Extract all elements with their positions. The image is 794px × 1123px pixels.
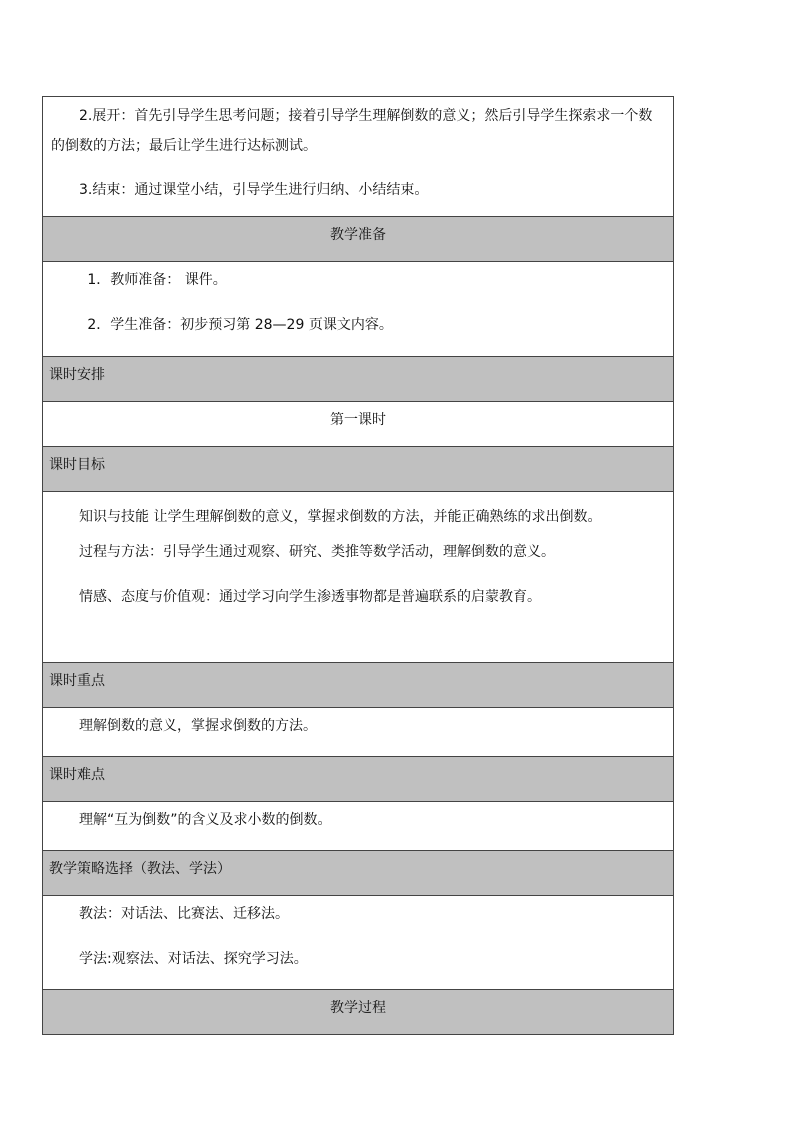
schedule-header-label: 课时安排 [49,367,105,383]
process-header [43,990,674,1035]
prep-cell [43,262,674,357]
schedule-header [43,357,674,402]
goals-header [43,447,674,492]
prep-item-teacher: 1．教师准备： 课件。 [87,272,227,288]
goals-header-label: 课时目标 [49,457,105,473]
difficulty-header [43,757,674,802]
keypoint-header-label: 课时重点 [49,673,105,689]
goal-knowledge: 知识与技能 让学生理解倒数的意义，掌握求倒数的方法，并能正确熟练的求出倒数。 [79,509,602,525]
intro-paragraph-end: 3.结束：通过课堂小结，引导学生进行归纳、小结结束。 [79,182,429,198]
keypoint-cell [43,708,674,757]
difficulty-header-label: 课时难点 [49,767,105,783]
goal-process: 过程与方法：引导学生通过观察、研究、类推等数学活动，理解倒数的意义。 [79,544,555,560]
strategy-header-label: 教学策略选择（教法、学法） [49,861,231,877]
lesson-plan-table [42,96,674,1035]
keypoint-header [43,663,674,708]
strategy-header [43,851,674,896]
difficulty-cell [43,802,674,851]
schedule-cell [43,402,674,447]
intro-paragraph-expand: 2.展开：首先引导学生思考问题；接着引导学生理解倒数的意义；然后引导学生探索求一个数的倒数的方法；最后让学生进行达标测试。 [51,108,653,154]
strategy-cell [43,896,674,990]
goal-attitude: 情感、态度与价值观：通过学习向学生渗透事物都是普遍联系的启蒙教育。 [79,589,541,605]
prep-item-student: 2．学生准备：初步预习第 28—29 页课文内容。 [87,317,393,333]
schedule-value: 第一课时 [330,412,386,428]
goals-cell [43,492,674,663]
prep-header-label: 教学准备 [330,227,386,243]
process-header-label: 教学过程 [330,1000,386,1016]
strategy-teaching: 教法：对话法、比赛法、迁移法。 [79,906,289,922]
difficulty-value: 理解“互为倒数”的含义及求小数的倒数。 [79,812,332,828]
prep-header [43,217,674,262]
intro-cell [43,97,674,217]
strategy-learning: 学法:观察法、对话法、探究学习法。 [79,951,308,967]
keypoint-value: 理解倒数的意义，掌握求倒数的方法。 [79,718,317,734]
